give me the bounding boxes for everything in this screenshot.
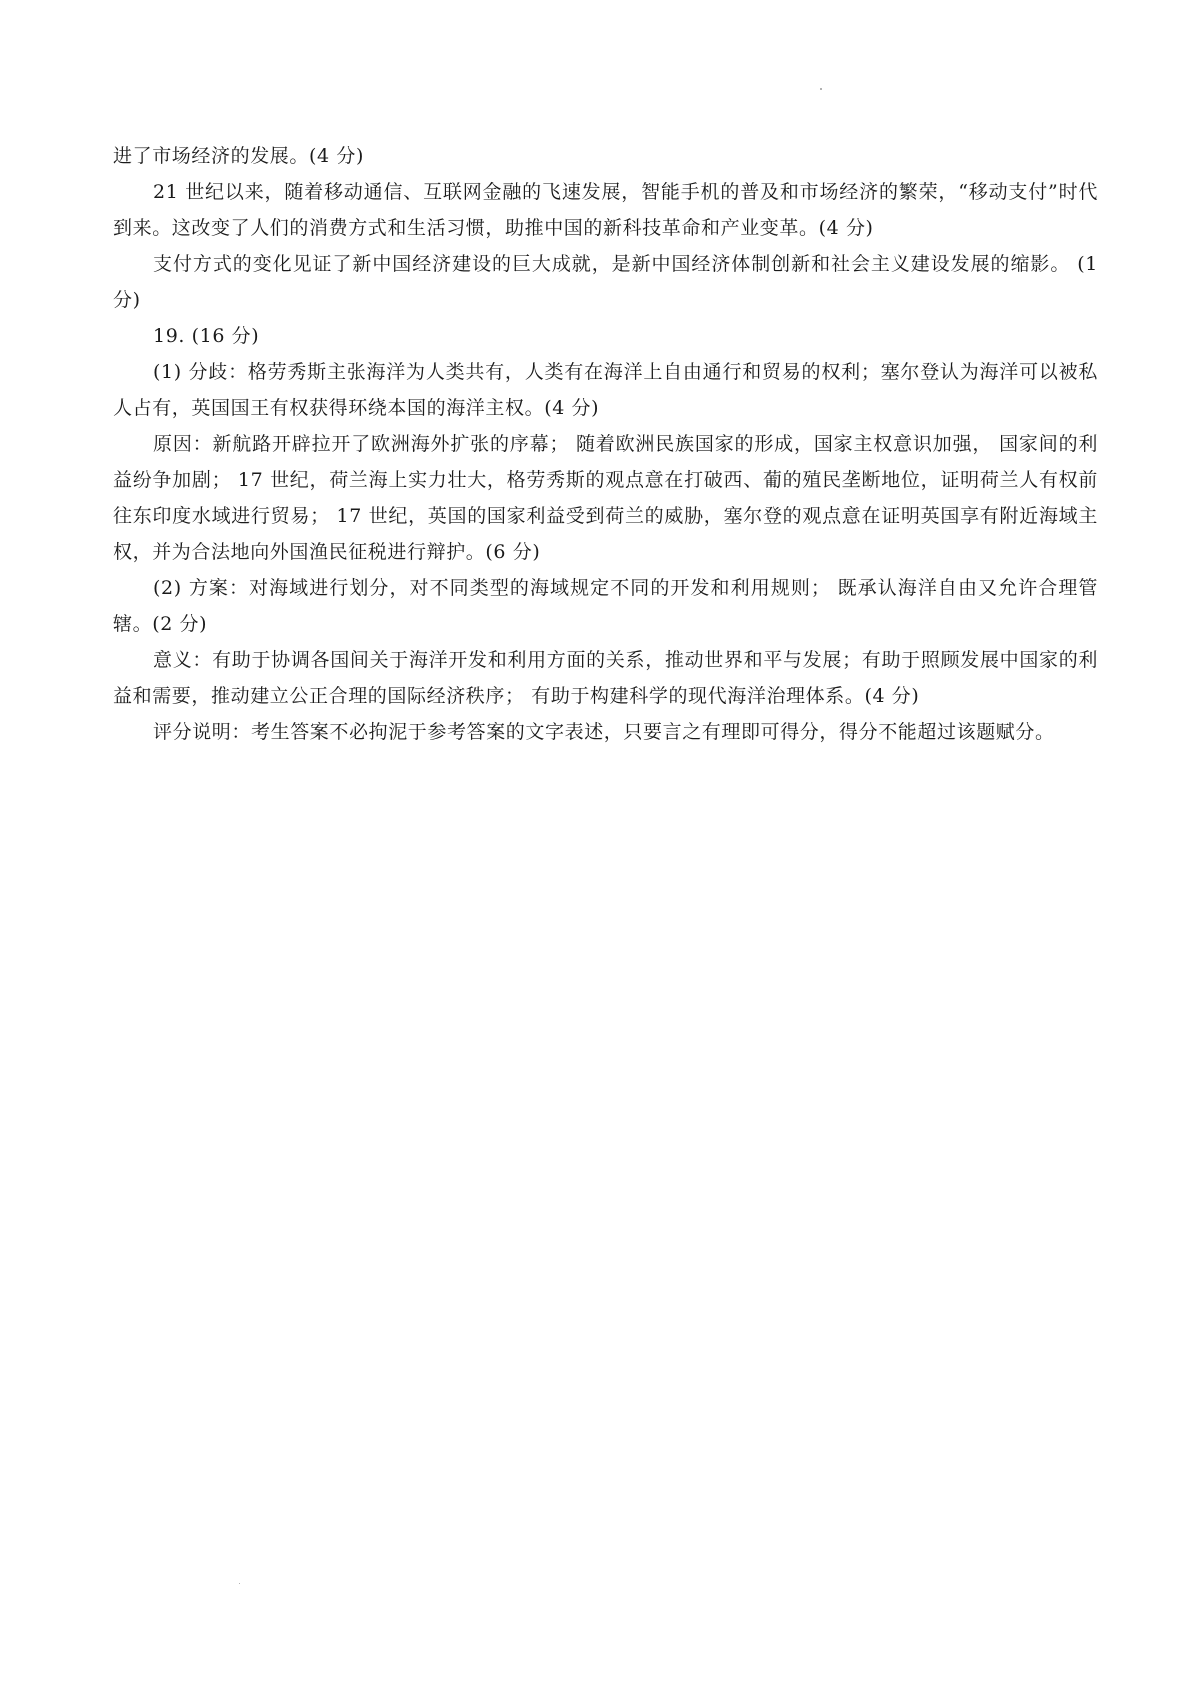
paragraph-reasons: 原因：新航路开辟拉开了欧洲海外扩张的序幕； 随着欧洲民族国家的形成，国家主权意识加强， 国家间的利益纷争加剧； 17 世纪，荷兰海上实力壮大，格劳秀斯的观点意在打破西、葡的殖民垄断地位，证明荷兰人有权前往东印度水域进行贸易； 17 世纪，英国的国家利益受到荷兰的威胁，塞尔登的观点意在证明英国享有附近海域主权，并为合法地向外国渔民征税进行辩护。(6 分) [113,433,1098,563]
paragraph-significance: 意义：有助于协调各国间关于海洋开发和利用方面的关系，推动世界和平与发展；有助于照顾发展中国家的利益和需要，推动建立公正合理的国际经济秩序； 有助于构建科学的现代海洋治理体系。(4 分) [113,649,1098,707]
paragraph-divergence: (1) 分歧：格劳秀斯主张海洋为人类共有，人类有在海洋上自由通行和贸易的权利；塞尔登认为海洋可以被私人占有，英国国王有权获得环绕本国的海洋主权。(4 分) [113,361,1098,419]
paragraph-scoring-note: 评分说明：考生答案不必拘泥于参考答案的文字表述，只要言之有理即可得分，得分不能超过该题赋分。 [153,721,1055,743]
paragraph-continuation: 进了市场经济的发展。(4 分) [113,145,364,167]
paragraph-plan: (2) 方案：对海域进行划分，对不同类型的海域规定不同的开发和利用规则； 既承认海洋自由又允许合理管辖。(2 分) [113,577,1098,635]
question-19-heading: 19. (16 分) [153,325,260,347]
scan-speck [820,88,822,90]
answer-text-block [113,138,1098,750]
paragraph-payment-summary: 支付方式的变化见证了新中国经济建设的巨大成就，是新中国经济体制创新和社会主义建设发展的缩影。 (1 分) [113,253,1098,311]
scan-speck [239,1583,240,1584]
paragraph-mobile-payment: 21 世纪以来，随着移动通信、互联网金融的飞速发展，智能手机的普及和市场经济的繁荣，“移动支付”时代到来。这改变了人们的消费方式和生活习惯，助推中国的新科技革命和产业变革。(4 分) [113,181,1098,239]
